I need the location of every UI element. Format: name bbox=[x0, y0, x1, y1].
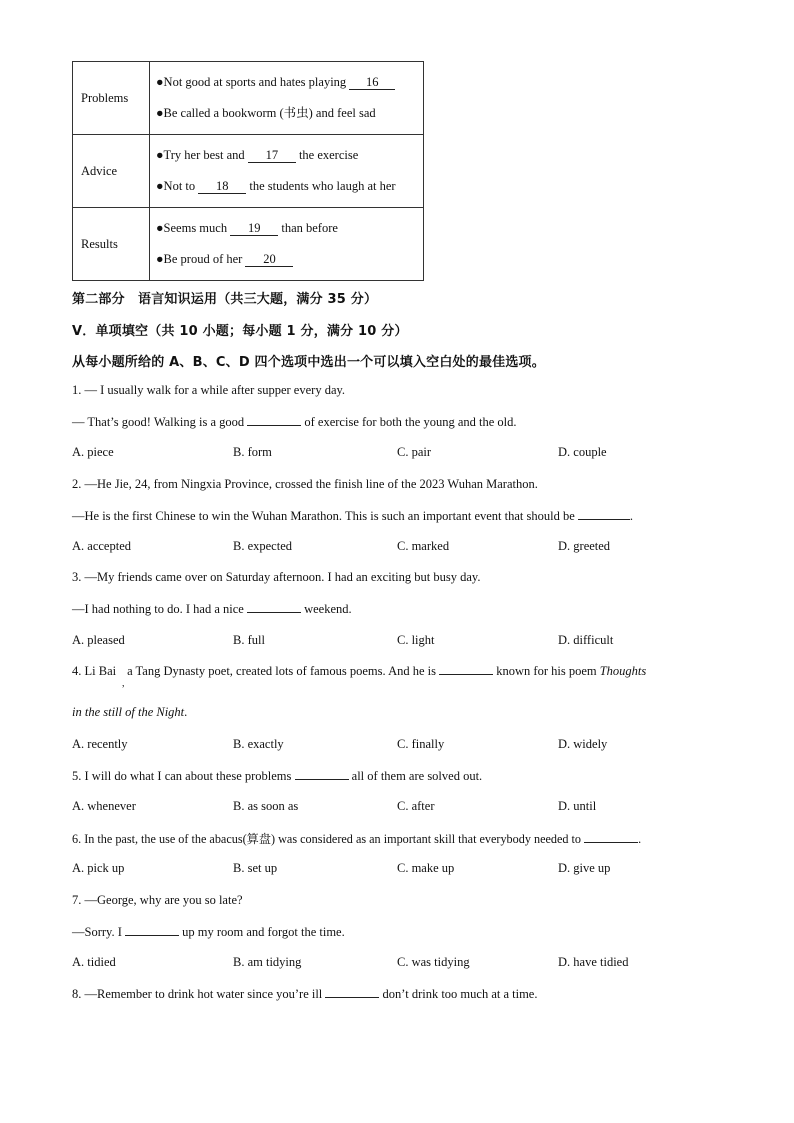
option-a: A. tidied bbox=[72, 955, 116, 969]
table-row bbox=[73, 208, 424, 281]
option-b: B. as soon as bbox=[233, 799, 299, 813]
table-line: ●Not good at sports and hates playing 16 bbox=[156, 67, 423, 98]
question-4-line2: in the still of the Night. bbox=[72, 705, 188, 719]
option-c: C. marked bbox=[397, 539, 450, 553]
question-3-text: 3. —My friends came over on Saturday afternoon. I had an exciting but busy day. bbox=[72, 570, 481, 584]
question-7-text: 7. —George, why are you so late? bbox=[72, 893, 243, 907]
answer-blank bbox=[125, 924, 179, 936]
table-line: ●Try her best and 17 the exercise bbox=[156, 148, 359, 162]
table-line: ●Be called a bookworm (书虫) and feel sad bbox=[156, 106, 376, 120]
blank: 19 bbox=[230, 221, 278, 236]
question-8-text: 8. —Remember to drink hot water since you’re ill don’t drink too much at a time. bbox=[72, 987, 538, 1001]
blank: 17 bbox=[248, 148, 296, 163]
row-label: Results bbox=[73, 208, 150, 281]
question-4-text: 4. Li Bai a Tang Dynasty poet, created lots of famous poems. And he is known for his poem Thoughts bbox=[72, 664, 647, 678]
option-d: D. have tidied bbox=[558, 955, 629, 969]
table-row bbox=[73, 62, 424, 135]
question-2-line2: —He is the first Chinese to win the Wuhan Marathon. This is such an important event that should be . bbox=[72, 509, 634, 523]
answer-blank bbox=[439, 663, 493, 675]
option-b: B. exactly bbox=[233, 737, 284, 751]
part-heading: 第二部分 语言知识运用（共三大题，满分 35 分） bbox=[72, 292, 378, 307]
option-a: A. recently bbox=[72, 737, 128, 751]
option-d: D. until bbox=[558, 799, 597, 813]
row-label: Advice bbox=[73, 135, 150, 208]
answer-blank bbox=[584, 831, 638, 843]
option-d: D. couple bbox=[558, 445, 607, 459]
option-c: C. make up bbox=[397, 861, 455, 875]
option-b: B. full bbox=[233, 633, 265, 647]
section-instruction: 从每小题所给的 A、B、C、D 四个选项中选出一个可以填入空白处的最佳选项。 bbox=[72, 355, 545, 370]
option-c: C. finally bbox=[397, 737, 445, 751]
option-a: A. whenever bbox=[72, 799, 136, 813]
info-table bbox=[72, 61, 424, 281]
blank: 16 bbox=[349, 75, 395, 90]
question-1-line2: — That’s good! Walking is a good of exercise for both the young and the old. bbox=[72, 415, 517, 429]
option-a: A. pleased bbox=[72, 633, 125, 647]
stray-comma: , bbox=[122, 678, 125, 689]
section-title: V．单项填空（共 10 小题；每小题 1 分，满分 10 分） bbox=[72, 324, 408, 339]
option-a: A. pick up bbox=[72, 861, 125, 875]
answer-blank bbox=[247, 414, 301, 426]
option-a: A. piece bbox=[72, 445, 114, 459]
question-7-line2: —Sorry. I up my room and forgot the time. bbox=[72, 925, 345, 939]
question-1-text: 1. — I usually walk for a while after supper every day. bbox=[72, 383, 346, 397]
answer-blank bbox=[578, 508, 630, 520]
question-2-text: 2. —He Jie, 24, from Ningxia Province, crossed the finish line of the 2023 Wuhan Marathon. bbox=[72, 477, 538, 491]
answer-blank bbox=[247, 601, 301, 613]
question-3-line2: —I had nothing to do. I had a nice weekend. bbox=[72, 602, 352, 616]
question-5-text: 5. I will do what I can about these problems all of them are solved out. bbox=[72, 769, 483, 783]
option-c: C. was tidying bbox=[397, 955, 470, 969]
option-b: B. expected bbox=[233, 539, 293, 553]
question-6-text: 6. In the past, the use of the abacus(算盘) was considered as an important skill that everybody needed to . bbox=[72, 832, 642, 846]
option-c: C. after bbox=[397, 799, 435, 813]
row-content bbox=[150, 135, 424, 208]
option-a: A. accepted bbox=[72, 539, 131, 553]
option-d: D. give up bbox=[558, 861, 611, 875]
row-content bbox=[150, 62, 424, 135]
option-d: D. difficult bbox=[558, 633, 614, 647]
option-c: C. light bbox=[397, 633, 435, 647]
option-b: B. am tidying bbox=[233, 955, 302, 969]
blank: 18 bbox=[198, 179, 246, 194]
answer-blank bbox=[325, 986, 379, 998]
blank: 20 bbox=[245, 252, 293, 267]
row-label: Problems bbox=[73, 62, 150, 135]
table-line: ●Seems much 19 than before bbox=[156, 221, 338, 235]
table-line: ●Be proud of her 20 bbox=[156, 244, 423, 275]
option-d: D. widely bbox=[558, 737, 608, 751]
answer-blank bbox=[295, 768, 349, 780]
option-b: B. form bbox=[233, 445, 272, 459]
option-d: D. greeted bbox=[558, 539, 611, 553]
table-row bbox=[73, 135, 424, 208]
table-line: ●Not to 18 the students who laugh at her bbox=[156, 179, 396, 193]
option-b: B. set up bbox=[233, 861, 278, 875]
row-content bbox=[150, 208, 424, 281]
option-c: C. pair bbox=[397, 445, 432, 459]
